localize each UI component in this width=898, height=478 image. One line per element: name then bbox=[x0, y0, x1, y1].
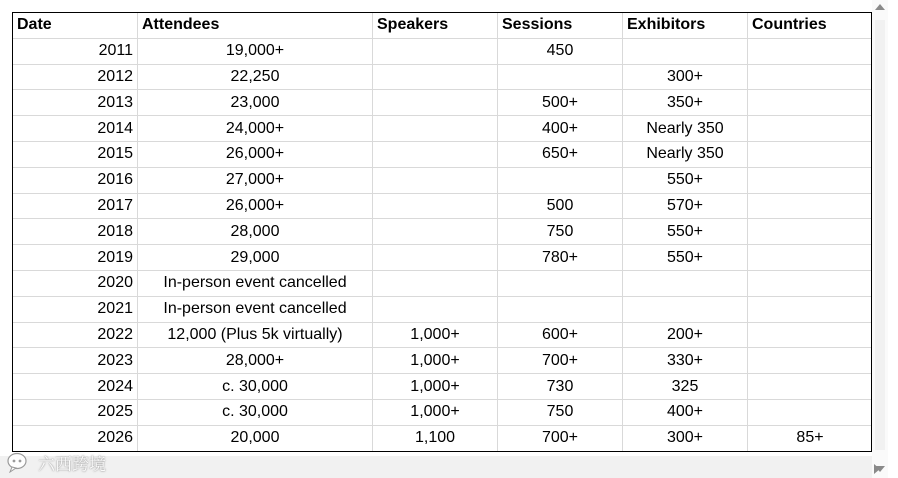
header-cell-sessions[interactable]: Sessions bbox=[498, 13, 623, 39]
cell-speakers[interactable] bbox=[373, 193, 498, 219]
cell-countries[interactable] bbox=[748, 64, 873, 90]
cell-exhibitors[interactable] bbox=[623, 270, 748, 296]
vertical-scrollbar[interactable] bbox=[872, 0, 888, 478]
cell-date[interactable]: 2019 bbox=[13, 245, 138, 271]
header-row bbox=[13, 13, 873, 39]
cell-date[interactable]: 2014 bbox=[13, 116, 138, 142]
cell-attendees[interactable]: 19,000+ bbox=[138, 38, 373, 64]
cell-countries[interactable] bbox=[748, 399, 873, 425]
cell-countries[interactable] bbox=[748, 219, 873, 245]
cell-exhibitors[interactable]: 300+ bbox=[623, 64, 748, 90]
cell-sessions[interactable]: 700+ bbox=[498, 425, 623, 451]
cell-sessions[interactable] bbox=[498, 270, 623, 296]
cell-exhibitors[interactable] bbox=[623, 296, 748, 322]
cell-date[interactable]: 2015 bbox=[13, 141, 138, 167]
table-row bbox=[13, 64, 873, 90]
cell-date[interactable]: 2026 bbox=[13, 425, 138, 451]
cell-countries[interactable] bbox=[748, 374, 873, 400]
cell-speakers[interactable] bbox=[373, 64, 498, 90]
cell-attendees[interactable]: 29,000 bbox=[138, 245, 373, 271]
table-row bbox=[13, 322, 873, 348]
cell-sessions[interactable]: 500 bbox=[498, 193, 623, 219]
cell-sessions[interactable] bbox=[498, 296, 623, 322]
cell-date[interactable]: 2024 bbox=[13, 374, 138, 400]
cell-speakers[interactable] bbox=[373, 245, 498, 271]
cell-attendees[interactable]: 26,000+ bbox=[138, 193, 373, 219]
table-row bbox=[13, 116, 873, 142]
cell-exhibitors[interactable]: 200+ bbox=[623, 322, 748, 348]
cell-exhibitors[interactable]: Nearly 350 bbox=[623, 141, 748, 167]
cell-date[interactable]: 2012 bbox=[13, 64, 138, 90]
cell-speakers[interactable] bbox=[373, 90, 498, 116]
cell-countries[interactable] bbox=[748, 245, 873, 271]
cell-sessions[interactable]: 650+ bbox=[498, 141, 623, 167]
cell-speakers[interactable] bbox=[373, 116, 498, 142]
cell-countries[interactable] bbox=[748, 141, 873, 167]
cell-date[interactable]: 2018 bbox=[13, 219, 138, 245]
cell-date[interactable]: 2022 bbox=[13, 322, 138, 348]
cell-speakers[interactable] bbox=[373, 38, 498, 64]
header-cell-attendees[interactable]: Attendees bbox=[138, 13, 373, 39]
cell-sessions[interactable]: 450 bbox=[498, 38, 623, 64]
cell-countries[interactable] bbox=[748, 193, 873, 219]
cell-date[interactable]: 2025 bbox=[13, 399, 138, 425]
cell-attendees[interactable]: 23,000 bbox=[138, 90, 373, 116]
header-cell-date[interactable]: Date bbox=[13, 13, 138, 39]
cell-speakers[interactable] bbox=[373, 141, 498, 167]
table-row bbox=[13, 90, 873, 116]
cell-speakers[interactable] bbox=[373, 219, 498, 245]
cell-sessions[interactable] bbox=[498, 167, 623, 193]
cell-sessions[interactable]: 600+ bbox=[498, 322, 623, 348]
table-row bbox=[13, 425, 873, 451]
cell-countries[interactable]: 85+ bbox=[748, 425, 873, 451]
cell-countries[interactable] bbox=[748, 38, 873, 64]
cell-exhibitors[interactable]: 350+ bbox=[623, 90, 748, 116]
cell-countries[interactable] bbox=[748, 167, 873, 193]
cell-speakers[interactable] bbox=[373, 167, 498, 193]
cell-exhibitors[interactable]: 570+ bbox=[623, 193, 748, 219]
cell-date[interactable]: 2017 bbox=[13, 193, 138, 219]
cell-attendees[interactable]: 27,000+ bbox=[138, 167, 373, 193]
cell-sessions[interactable]: 500+ bbox=[498, 90, 623, 116]
cell-countries[interactable] bbox=[748, 116, 873, 142]
cell-speakers[interactable]: 1,000+ bbox=[373, 399, 498, 425]
horizontal-scrollbar[interactable] bbox=[0, 456, 872, 478]
cell-sessions[interactable]: 750 bbox=[498, 219, 623, 245]
cell-date[interactable]: 2013 bbox=[13, 90, 138, 116]
cell-date[interactable]: 2011 bbox=[13, 38, 138, 64]
cell-countries[interactable] bbox=[748, 296, 873, 322]
cell-attendees[interactable]: 22,250 bbox=[138, 64, 373, 90]
table-row bbox=[13, 193, 873, 219]
cell-date[interactable]: 2021 bbox=[13, 296, 138, 322]
cell-exhibitors[interactable]: 400+ bbox=[623, 399, 748, 425]
cell-sessions[interactable] bbox=[498, 64, 623, 90]
cell-speakers[interactable]: 1,100 bbox=[373, 425, 498, 451]
cell-date[interactable]: 2016 bbox=[13, 167, 138, 193]
cell-speakers[interactable]: 1,000+ bbox=[373, 374, 498, 400]
data-table bbox=[12, 12, 873, 452]
cell-speakers[interactable] bbox=[373, 270, 498, 296]
arrow-up-icon[interactable] bbox=[875, 4, 885, 10]
cell-date[interactable]: 2023 bbox=[13, 348, 138, 374]
table-row bbox=[13, 141, 873, 167]
cell-attendees[interactable]: c. 30,000 bbox=[138, 399, 373, 425]
cell-countries[interactable] bbox=[748, 322, 873, 348]
cell-attendees[interactable]: 20,000 bbox=[138, 425, 373, 451]
cell-attendees[interactable]: In-person event cancelled bbox=[138, 270, 373, 296]
arrow-right-icon[interactable] bbox=[874, 464, 880, 474]
cell-exhibitors[interactable] bbox=[623, 38, 748, 64]
cell-countries[interactable] bbox=[748, 270, 873, 296]
cell-attendees[interactable]: 12,000 (Plus 5k virtually) bbox=[138, 322, 373, 348]
cell-exhibitors[interactable]: Nearly 350 bbox=[623, 116, 748, 142]
cell-exhibitors[interactable]: 300+ bbox=[623, 425, 748, 451]
cell-attendees[interactable]: c. 30,000 bbox=[138, 374, 373, 400]
cell-attendees[interactable]: 24,000+ bbox=[138, 116, 373, 142]
table-row bbox=[13, 348, 873, 374]
table-row bbox=[13, 219, 873, 245]
cell-exhibitors[interactable]: 550+ bbox=[623, 167, 748, 193]
header-cell-exhibitors[interactable]: Exhibitors bbox=[623, 13, 748, 39]
table-row bbox=[13, 374, 873, 400]
cell-countries[interactable] bbox=[748, 90, 873, 116]
table-row bbox=[13, 167, 873, 193]
header-cell-speakers[interactable]: Speakers bbox=[373, 13, 498, 39]
cell-attendees[interactable]: 26,000+ bbox=[138, 141, 373, 167]
cell-exhibitors[interactable]: 550+ bbox=[623, 219, 748, 245]
cell-speakers[interactable]: 1,000+ bbox=[373, 322, 498, 348]
cell-attendees[interactable]: 28,000+ bbox=[138, 348, 373, 374]
watermark-text: 六西跨境 bbox=[38, 454, 106, 475]
cell-sessions[interactable]: 730 bbox=[498, 374, 623, 400]
cell-attendees[interactable]: In-person event cancelled bbox=[138, 296, 373, 322]
cell-sessions[interactable]: 700+ bbox=[498, 348, 623, 374]
cell-exhibitors[interactable]: 325 bbox=[623, 374, 748, 400]
cell-speakers[interactable]: 1,000+ bbox=[373, 348, 498, 374]
cell-sessions[interactable]: 780+ bbox=[498, 245, 623, 271]
table-row bbox=[13, 296, 873, 322]
chat-bubble-logo-icon bbox=[6, 451, 32, 473]
table-row bbox=[13, 270, 873, 296]
spreadsheet-table-area bbox=[12, 12, 872, 452]
cell-date[interactable]: 2020 bbox=[13, 270, 138, 296]
cell-attendees[interactable]: 28,000 bbox=[138, 219, 373, 245]
table-row bbox=[13, 38, 873, 64]
cell-countries[interactable] bbox=[748, 348, 873, 374]
cell-sessions[interactable]: 750 bbox=[498, 399, 623, 425]
cell-exhibitors[interactable]: 330+ bbox=[623, 348, 748, 374]
vertical-scroll-track[interactable] bbox=[875, 20, 885, 450]
cell-exhibitors[interactable]: 550+ bbox=[623, 245, 748, 271]
watermark bbox=[6, 448, 106, 476]
header-cell-countries[interactable]: Countries bbox=[748, 13, 873, 39]
cell-sessions[interactable]: 400+ bbox=[498, 116, 623, 142]
table-row bbox=[13, 245, 873, 271]
cell-speakers[interactable] bbox=[373, 296, 498, 322]
table-row bbox=[13, 399, 873, 425]
